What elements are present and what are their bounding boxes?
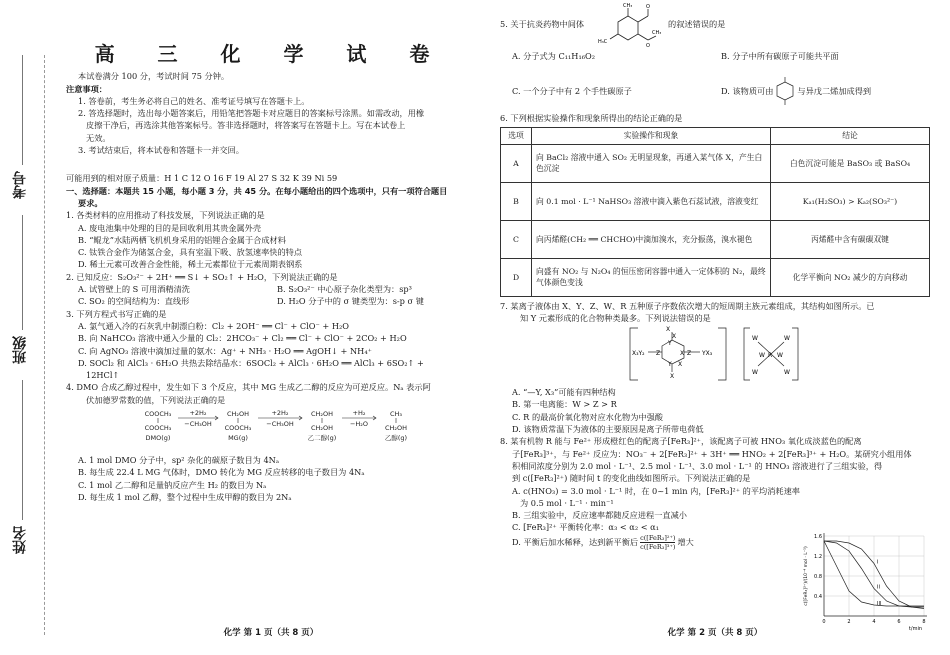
- series-label: III: [877, 601, 882, 607]
- q8-fraction: [640, 534, 675, 551]
- table-cell: 白色沉淀可能是 BaSO₃ 或 BaSO₄: [771, 144, 930, 182]
- note-item: 3. 考试结束后，将本试卷和答题卡一并交回。: [78, 145, 244, 156]
- table-cell: 丙烯醛中含有碳碳双键: [771, 220, 930, 258]
- q5-option: D. 该物质可由: [721, 86, 774, 97]
- arrow-label: +H₂: [352, 409, 366, 418]
- q8-option-cont: 增大: [677, 537, 694, 548]
- note-item: 2. 答选择题时，选出每小题答案后，用铅笔把答题卡对应题目的答案标号涂黑。如需改动，用橡: [78, 108, 425, 119]
- structure-atom: YX₃: [702, 350, 713, 358]
- structure-atom: W: [784, 335, 790, 343]
- structure-atom: X: [666, 326, 671, 334]
- structure-atom: R: [768, 352, 773, 360]
- q1-option: B. “鲲龙”水陆两栖飞机机身采用的铝锂合金属于合成材料: [78, 234, 286, 245]
- series-label: II: [877, 584, 880, 591]
- class-label: 班级: [12, 336, 28, 364]
- structure-atom: W: [777, 352, 783, 360]
- structure-atom: Y: [668, 361, 672, 369]
- mol-label: H₃C: [598, 39, 608, 45]
- structure-atom: Z: [687, 350, 692, 358]
- table-cell: A: [501, 144, 532, 182]
- x-tick-label: 0: [822, 619, 826, 625]
- q4-option: D. 每生成 1 mol 乙醇，整个过程中生成甲醇的数目为 2Nₐ: [78, 491, 292, 502]
- q8-stem-cont: 到 c([FeR₃]²⁺) 随时间 t 的变化曲线如图所示。下列说法正确的是: [512, 473, 751, 484]
- structure-atom: X: [672, 333, 677, 341]
- q5-stem-a: 5. 关于抗炎药物中间体: [500, 19, 585, 29]
- q8-option-cont: 为 0.5 mol · L⁻¹ · min⁻¹: [520, 497, 614, 508]
- x-axis-label: t/min: [908, 626, 922, 632]
- q7-stem-cont: 知 Y 元素形成的化合物种类最多。下列说法错误的是: [520, 312, 711, 323]
- page-2: [500, 0, 930, 655]
- scheme-species: CH₂OH: [226, 410, 250, 419]
- table-cell: D: [501, 258, 532, 296]
- page-footer: 化学 第 2 页（共 8 页）: [667, 627, 763, 638]
- q7-structure: [500, 324, 930, 386]
- q3-option-cont: 12HCl↑: [86, 370, 120, 381]
- structure-atom: X: [678, 361, 683, 369]
- q3-option: D. SOCl₂ 和 AlCl₃ · 6H₂O 共热去除结晶水：6SOCl₂ + AlCl₃ · 6H₂O ══ AlCl₃ + 6SO₂↑ +: [78, 357, 424, 368]
- table-row: [501, 220, 930, 258]
- scheme-species: CH₂OH: [310, 424, 334, 433]
- scheme-name: DMO(g): [145, 434, 171, 443]
- arrow-label: −CH₃OH: [266, 420, 294, 429]
- structure-atom: W: [752, 335, 758, 343]
- name-label: 姓名: [12, 526, 28, 554]
- section-heading: 一、选择题：本题共 15 小题，每小题 3 分，共 45 分。在每小题给出的四个选项中，只有一项符合题目: [66, 185, 448, 196]
- intro-line: 本试卷满分 100 分，考试时间 75 分钟。: [78, 71, 230, 82]
- divider: [22, 215, 23, 330]
- arrow-label: −H₂O: [349, 420, 369, 429]
- table-cell: 向 0.1 mol · L⁻¹ NaHSO₃ 溶液中滴入紫色石蕊试液，溶液变红: [532, 182, 771, 220]
- mol-label: CH₃: [623, 3, 633, 9]
- q8-option: A. c(HNO₃) = 3.0 mol · L⁻¹ 时，在 0~1 min 内，[FeR₃]²⁺ 的平均消耗速率: [512, 485, 800, 496]
- q7-option: A. “—Y, X₃”可能有四种结构: [512, 387, 616, 398]
- q8-chart: [802, 530, 930, 634]
- q4-option: C. 1 mol 乙二醇和足量钠反应产生 H₂ 的数目为 Nₐ: [78, 479, 267, 490]
- q5-molecule: [596, 0, 666, 50]
- atomic-masses: 可能用到的相对原子质量：H 1 C 12 O 16 F 19 Al 27 S 32 K 39 Ni 59: [66, 173, 338, 184]
- y-tick-label: 0.4: [814, 594, 822, 600]
- exam-number-label: 考号: [12, 171, 28, 199]
- q5-option-d-molecule: [773, 76, 797, 106]
- q1-stem: 1. 各类材料的应用推动了科技发展，下列说法正确的是: [66, 210, 265, 221]
- q2-option: C. SO₂ 的空间结构为：直线形: [78, 296, 190, 307]
- table-row: [501, 182, 930, 220]
- y-tick-label: 1.2: [814, 554, 822, 560]
- arrow-label: +2H₂: [189, 409, 207, 418]
- q8-stem-cont: 积相同浓度分别为 2.0 mol · L⁻¹、2.5 mol · L⁻¹、3.0 mol · L⁻¹ 的 HNO₃ 溶液进行了三组实验，得: [512, 460, 883, 471]
- series-label: I: [877, 559, 879, 566]
- q8-option: C. [FeR₃]²⁺ 平衡转化率：α₃ < α₂ < α₁: [512, 522, 659, 533]
- table-cell: 向盛有 NO₂ 与 N₂O₄ 的恒压密闭容器中通入一定体积的 N₂，最终气体颜色变浅: [532, 258, 771, 296]
- q8-option: B. 三组实验中，反应速率都随反应进程一直减小: [512, 510, 687, 521]
- q7-option: B. 第一电离能：W > Z > R: [512, 399, 617, 410]
- divider: [22, 380, 23, 520]
- q8-stem-cont: 子[FeR₃]³⁺，与 Fe²⁺ 反应为：NO₃⁻ + 2[FeR₃]²⁺ + 3H⁺ ══ HNO₂ + 2[FeR₃]³⁺ + H₂O。某研究小组用体: [512, 448, 912, 459]
- structure-atom: X₃Y₂: [632, 350, 645, 358]
- scheme-name: 乙二醇(g): [307, 434, 337, 443]
- table-header: 结论: [771, 127, 930, 144]
- q5-stem-b: 的叙述错误的是: [668, 19, 726, 29]
- table-cell: 向丙烯醛(CH₂ ══ CHCHO)中滴加溴水，充分振荡，溴水褪色: [532, 220, 771, 258]
- q4-stem: 4. DMO 合成乙醇过程中，发生如下 3 个反应，其中 MG 生成乙二醇的反应为可逆反应。Nₐ 表示阿: [66, 382, 431, 393]
- x-tick-label: 6: [897, 619, 901, 625]
- page-title: 高 三 化 学 试 卷: [94, 42, 448, 66]
- q4-reaction-scheme: [66, 406, 476, 454]
- scheme-species: COOCH₃: [224, 424, 252, 433]
- q7-option: C. R 的最高价氧化物对应水化物为中强酸: [512, 411, 663, 422]
- q2-option: D. H₂O 分子中的 σ 键类型为：s-p σ 键: [277, 296, 424, 307]
- fraction-denominator: c([FeR₃]³⁺): [640, 542, 676, 551]
- q5-option-cont: 与异戊二烯加成得到: [797, 86, 872, 97]
- mol-label: O: [646, 43, 650, 49]
- table-cell: C: [501, 220, 532, 258]
- q3-stem: 3. 下列方程式书写正确的是: [66, 308, 167, 319]
- y-tick-label: 0.8: [814, 574, 822, 580]
- mol-label: CH₃: [652, 30, 662, 36]
- arrow-label: −CH₃OH: [184, 420, 212, 429]
- structure-atom: W: [784, 369, 790, 377]
- structure-atom: W: [752, 369, 758, 377]
- note-item: 皮擦干净后，再选涂其他答案标号。答非选择题时，将答案写在答题卡上。写在本试卷上: [86, 120, 406, 131]
- q4-stem-cont: 伏加德罗常数的值，下列说法正确的是: [86, 394, 226, 405]
- q2-option: A. 试管壁上的 S 可用酒精清洗: [78, 284, 190, 295]
- structure-atom: Y: [668, 340, 672, 348]
- q6-stem: 6. 下列根据实验操作和现象所得出的结论正确的是: [500, 113, 683, 124]
- q5-option: B. 分子中所有碳原子可能共平面: [721, 51, 839, 61]
- structure-atom: Z: [656, 350, 661, 358]
- section-heading-cont: 要求。: [78, 197, 103, 208]
- scheme-species: CH₂OH: [384, 424, 408, 433]
- x-tick-label: 8: [922, 619, 926, 625]
- y-axis-label: c([FeR₃]²⁺)/(10⁻⁴ mol · L⁻¹): [804, 546, 809, 606]
- arrow-label: +2H₂: [271, 409, 289, 418]
- table-cell: Kₐ₁(H₂SO₃) > Kₐ₂(SO₃²⁻): [771, 182, 930, 220]
- scheme-species: CH₂OH: [310, 410, 334, 419]
- seal-line: [44, 55, 45, 635]
- q2-option: B. S₂O₃²⁻ 中心原子杂化类型为：sp³: [277, 284, 412, 295]
- scheme-species: COOCH₃: [144, 424, 172, 433]
- q1-option: D. 稀土元素可改善合金性能，稀土元素都位于元素周期表钢系: [78, 259, 303, 270]
- table-cell: 向 BaCl₂ 溶液中通入 SO₂ 无明显现象，再通入某气体 X，产生白色沉淀: [532, 144, 771, 182]
- q3-option: C. 向 AgNO₃ 溶液中滴加过量的氨水：Ag⁺ + NH₃ · H₂O ══ AgOH↓ + NH₄⁺: [78, 345, 372, 356]
- table-cell: B: [501, 182, 532, 220]
- table-cell: 化学平衡向 NO₂ 减少的方向移动: [771, 258, 930, 296]
- table-row: [501, 144, 930, 182]
- note-item: 1. 答卷前，考生务必将自己的姓名、准考证号填写在答题卡上。: [78, 95, 310, 106]
- scheme-name: MG(g): [228, 434, 248, 443]
- structure-atom: W: [759, 352, 765, 360]
- note-item: 无效。: [86, 132, 111, 143]
- q7-option: D. 该物质常温下为液体的主要原因是离子所带电荷低: [512, 424, 704, 435]
- q3-option: A. 氯气通入冷的石灰乳中制漂白粉：Cl₂ + 2OH⁻ ══ Cl⁻ + ClO⁻ + H₂O: [78, 320, 349, 331]
- structure-atom: X: [680, 350, 685, 358]
- q2-stem: 2. 已知反应：S₂O₃²⁻ + 2H⁺ ══ S↓ + SO₂↑ + H₂O，下列说法正确的是: [66, 271, 338, 282]
- y-tick-label: 1.6: [814, 534, 822, 540]
- table-row: [501, 258, 930, 296]
- page-footer: 化学 第 1 页（共 8 页）: [223, 627, 319, 638]
- q3-option: B. 向 NaHCO₃ 溶液中通入少量的 Cl₂：2HCO₃⁻ + Cl₂ ══ Cl⁻ + ClO⁻ + 2CO₂ + H₂O: [78, 333, 407, 344]
- fraction-numerator: c([FeR₃]²⁺): [640, 533, 676, 542]
- scheme-name: 乙醇(g): [384, 434, 408, 443]
- q4-option: B. 每生成 22.4 L MG 气体时，DMO 转化为 MG 反应转移的电子数目为 4Nₐ: [78, 467, 365, 478]
- table-header: 实验操作和现象: [532, 127, 771, 144]
- divider: [22, 55, 23, 165]
- notes-heading: 注意事项：: [66, 83, 107, 94]
- q8-option: D. 平衡后加水稀释，达到新平衡后: [512, 537, 639, 548]
- q7-stem: 7. 某离子液体由 X、Y、Z、W、R 五种原子序数依次增大的短周期主族元素组成，其结构如图所示。已: [500, 300, 875, 311]
- q1-option: C. 钛铁合金作为储氢合金，具有室温下吸、放氢速率快的特点: [78, 247, 303, 258]
- mol-label: O: [646, 4, 650, 10]
- q8-stem: 8. 某有机物 R 能与 Fe²⁺ 形成橙红色的配离子[FeR₃]²⁺，该配离子可被 HNO₃ 氧化成淡蓝色的配离: [500, 436, 862, 447]
- q6-table: [500, 127, 930, 297]
- q5-option: C. 一个分子中有 2 个手性碳原子: [512, 86, 632, 97]
- q1-option: A. 废电池集中处理的目的是回收利用其贵金属外壳: [78, 222, 262, 233]
- x-tick-label: 4: [872, 619, 876, 625]
- structure-atom: X: [670, 373, 675, 381]
- q5-option: A. 分子式为 C₁₁H₁₆O₂: [512, 51, 595, 61]
- x-tick-label: 2: [847, 619, 851, 625]
- page-1: [66, 0, 476, 655]
- scheme-species: CH₃: [389, 410, 403, 419]
- table-header: 选项: [501, 127, 532, 144]
- scheme-species: COOCH₃: [144, 410, 172, 419]
- binding-sidebar: [0, 0, 60, 655]
- q4-option: A. 1 mol DMO 分子中，sp² 杂化的碳原子数目为 4Nₐ: [78, 455, 280, 466]
